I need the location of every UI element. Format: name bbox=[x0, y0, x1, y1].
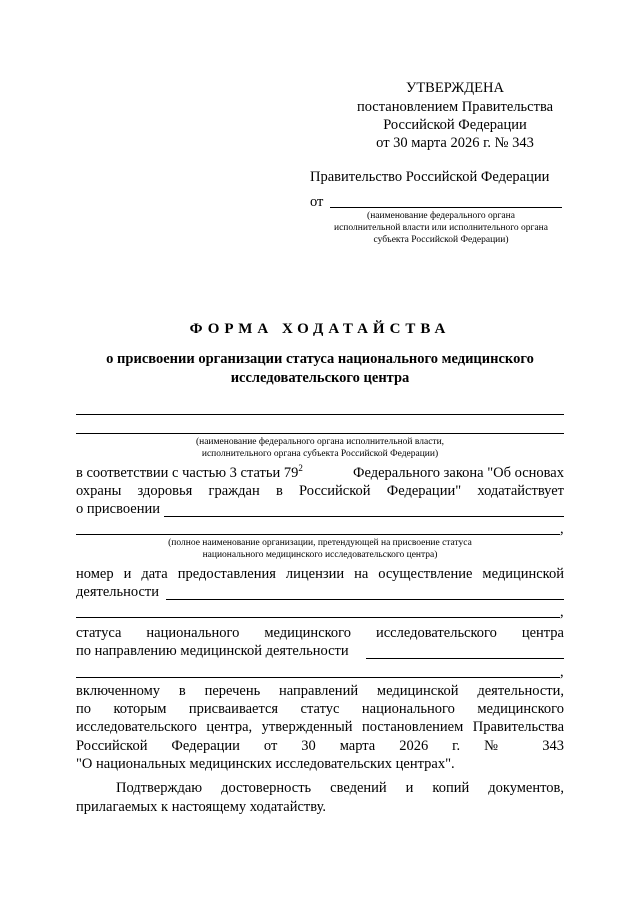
approved-line-2: Российской Федерации bbox=[383, 117, 527, 133]
p1-line-1-start: в соответствии с частью 3 статьи $79^2$ bbox=[76, 463, 303, 481]
authority-fill-line-1 bbox=[76, 414, 564, 415]
license-fill-line-2 bbox=[76, 617, 560, 618]
approved-label: УТВЕРЖДЕНА bbox=[406, 80, 504, 96]
direction-fill-line-2 bbox=[76, 677, 560, 678]
p4-line-5: "О национальных медицинских исследовательских центрах". bbox=[76, 756, 455, 772]
direction-fill-line-1 bbox=[366, 658, 564, 659]
p4-line-4: Российской Федерации от 30 марта 2026 г. № 343 bbox=[76, 738, 564, 754]
p1-line-1-end: Федерального закона "Об основах bbox=[353, 465, 564, 481]
org-fill-line-1 bbox=[164, 516, 564, 517]
approved-line-3: от 30 марта 2026 г. № 343 bbox=[376, 135, 534, 151]
addressee-from-label: от bbox=[310, 194, 324, 210]
authority-caption-1: (наименование федерального органа исполнительной власти, bbox=[195, 437, 445, 447]
addressee-to: Правительство Российской Федерации bbox=[310, 169, 550, 185]
p2-line-2: деятельности bbox=[76, 584, 160, 600]
form-subtitle-1: о присвоении организации статуса национального медицинского bbox=[106, 351, 534, 367]
org-caption-1: (полное наименование организации, претендующей на присвоение статуса bbox=[168, 538, 472, 548]
p4-line-1: включенному в перечень направлений медицинской деятельности, bbox=[76, 683, 564, 699]
p2-line-1: номер и дата предоставления лицензии на осуществление медицинской bbox=[76, 566, 564, 582]
approved-line-1: постановлением Правительства bbox=[356, 99, 554, 115]
form-title: ФОРМА ХОДАТАЙСТВА bbox=[189, 321, 451, 337]
p4-line-2: по которым присваивается статус национального медицинского bbox=[76, 701, 564, 717]
from-fill-line bbox=[330, 207, 562, 208]
p4-line-3: исследовательского центра, утвержденный постановлением Правительства bbox=[76, 719, 564, 735]
comma-1: , bbox=[560, 521, 564, 537]
comma-2: , bbox=[560, 604, 564, 620]
org-fill-line-2 bbox=[76, 534, 560, 535]
p1-line-3: о присвоении bbox=[76, 501, 160, 517]
comma-3: , bbox=[560, 664, 564, 680]
license-fill-line-1 bbox=[166, 599, 564, 600]
org-caption-2: национального медицинского исследовательского центра) bbox=[202, 550, 438, 560]
p3-line-1: статуса национального медицинского исследовательского центра bbox=[76, 625, 564, 641]
article-superscript: 2 bbox=[298, 463, 303, 474]
p5-line-1: Подтверждаю достоверность сведений и копий документов, bbox=[116, 780, 564, 796]
authority-caption-2: исполнительного органа субъекта Российской Федерации) bbox=[201, 449, 439, 459]
form-subtitle-2: исследовательского центра bbox=[230, 370, 410, 386]
p3-line-2: по направлению медицинской деятельности bbox=[76, 643, 349, 659]
addressee-caption-1: (наименование федерального органа bbox=[367, 211, 515, 221]
addressee-caption-2: исполнительной власти или исполнительного органа bbox=[334, 223, 548, 233]
addressee-caption-3: субъекта Российской Федерации) bbox=[373, 235, 509, 245]
authority-fill-line-2 bbox=[76, 433, 564, 434]
p1-line-1 bbox=[76, 464, 564, 482]
p5-line-2: прилагаемых к настоящему ходатайству. bbox=[76, 799, 327, 815]
p1-line-2: охраны здоровья граждан в Российской Федерации" ходатайствует bbox=[76, 483, 564, 499]
